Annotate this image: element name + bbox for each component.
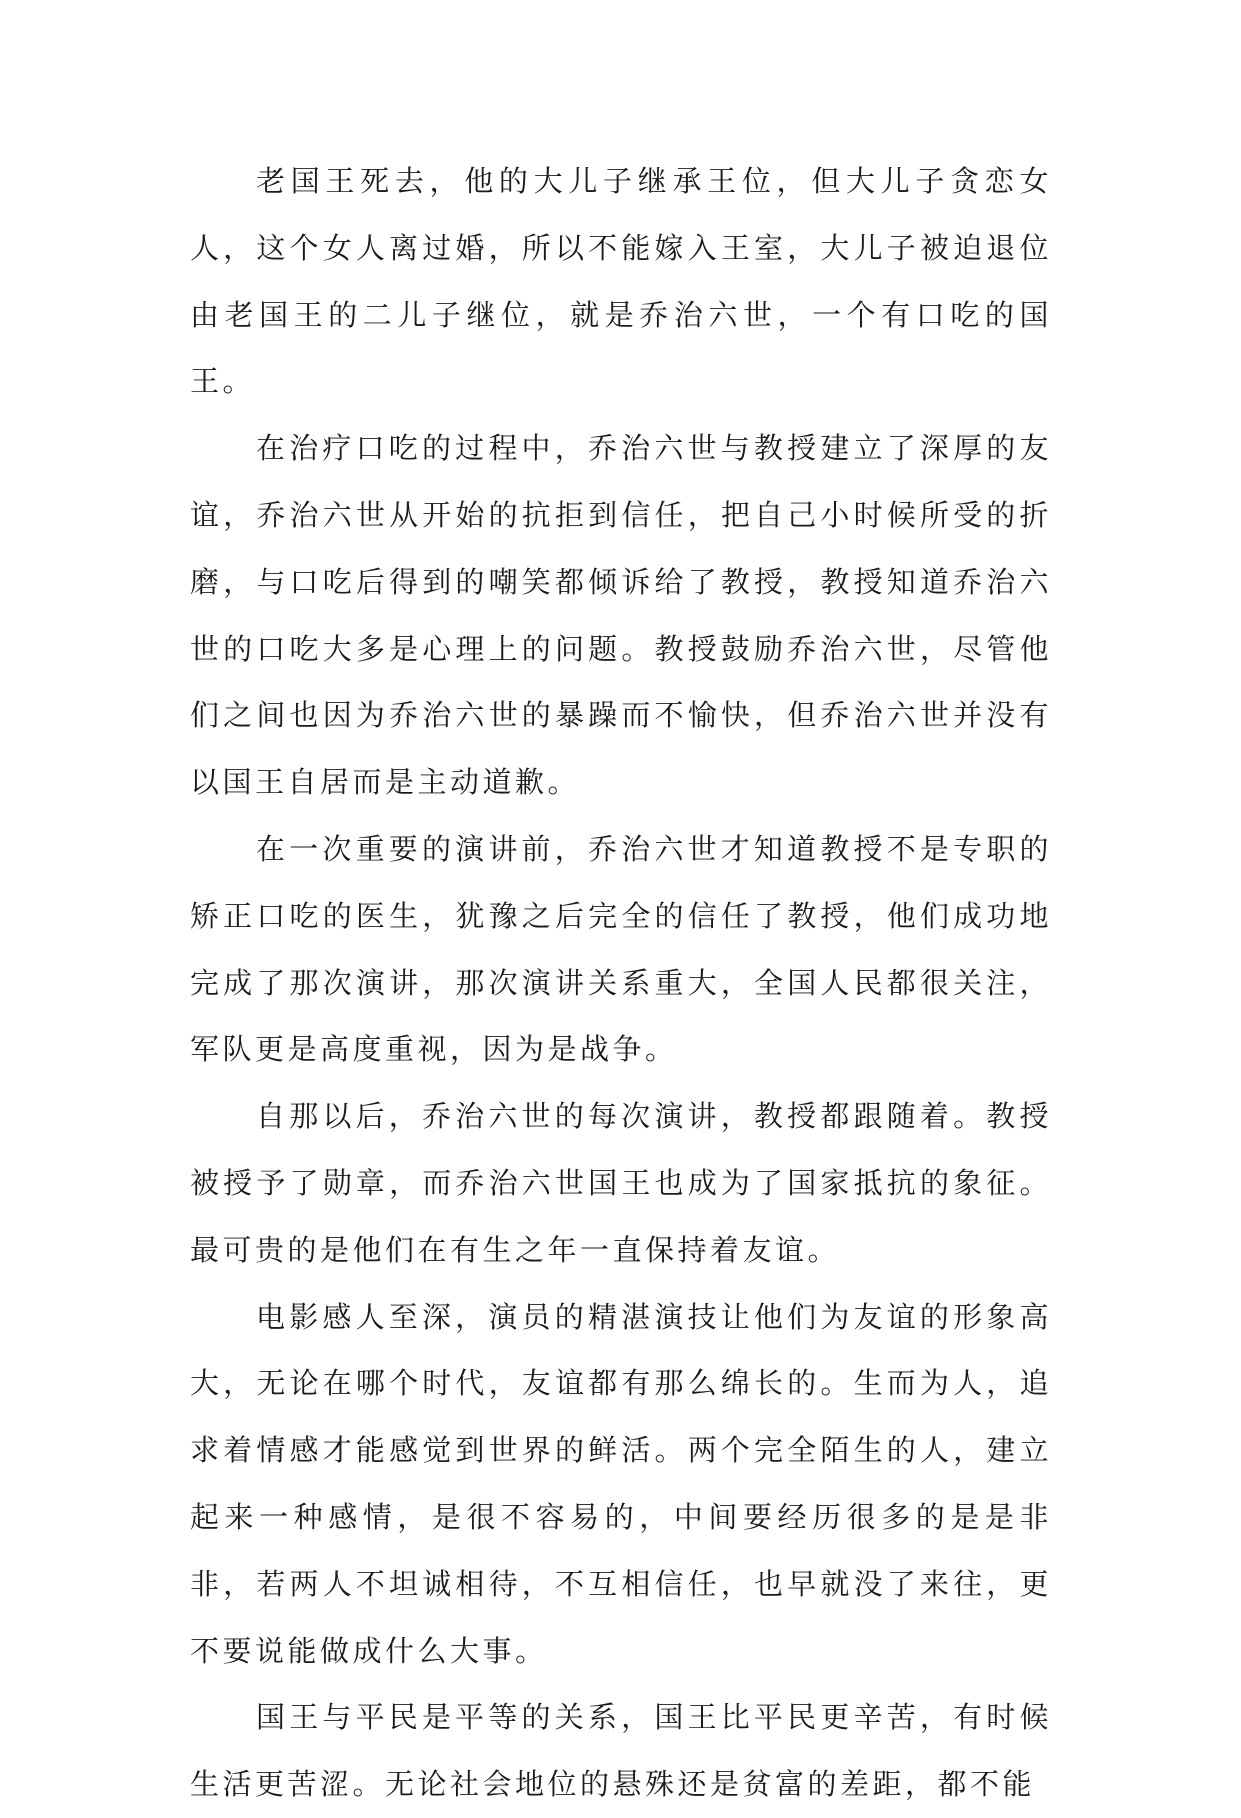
paragraph: 国王与平民是平等的关系，国王比平民更辛苦，有时候生活更苦涩。无论社会地位的悬殊还是贫富的差距，都不能: [190, 1700, 1052, 1802]
paragraph: 在一次重要的演讲前，乔治六世才知道教授不是专职的矫正口吃的医生，犹豫之后完全的信任了教授，他们成功地完成了那次演讲，那次演讲关系重大，全国人民都很关注，军队更是高度重视，因为是战争。: [190, 831, 1052, 1067]
paragraph: 电影感人至深，演员的精湛演技让他们为友谊的形象高大，无论在哪个时代，友谊都有那么绵长的。生而为人，追求着情感才能感觉到世界的鲜活。两个完全陌生的人，建立起来一种感情，是很不容易的，中间要经历很多的是是非非，若两人不坦诚相待，不互相信任，也早就没了来往，更不要说能做成什么大事。: [190, 1299, 1052, 1668]
document-page: [190, 148, 1052, 1818]
paragraph: 在治疗口吃的过程中，乔治六世与教授建立了深厚的友谊，乔治六世从开始的抗拒到信任，把自己小时候所受的折磨，与口吃后得到的嘲笑都倾诉给了教授，教授知道乔治六世的口吃大多是心理上的问题。教授鼓励乔治六世，尽管他们之间也因为乔治六世的暴躁而不愉快，但乔治六世并没有以国王自居而是主动道歉。: [190, 431, 1052, 800]
paragraph: 老国王死去，他的大儿子继承王位，但大儿子贪恋女人，这个女人离过婚，所以不能嫁入王室，大儿子被迫退位由老国王的二儿子继位，就是乔治六世，一个有口吃的国王。: [190, 164, 1052, 399]
paragraph: 自那以后，乔治六世的每次演讲，教授都跟随着。教授被授予了勋章，而乔治六世国王也成为了国家抵抗的象征。最可贵的是他们在有生之年一直保持着友谊。: [190, 1099, 1052, 1267]
